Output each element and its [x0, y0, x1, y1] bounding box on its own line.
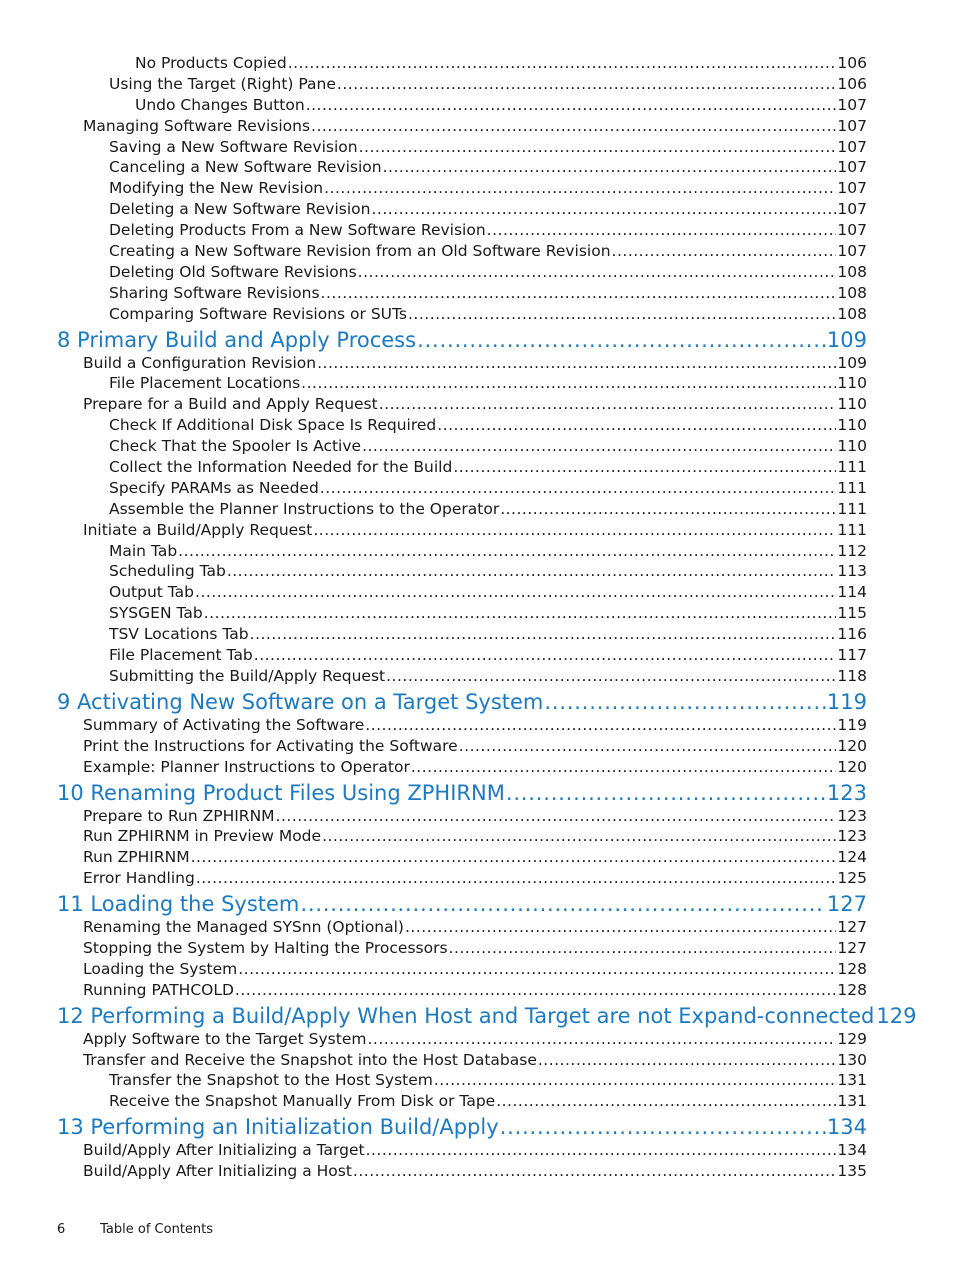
dot-leader: [386, 667, 836, 685]
toc-chapter-entry[interactable]: [0, 781, 954, 807]
toc-entry-page: 119: [837, 715, 867, 734]
toc-entry-title: Initiate a Build/Apply Request: [83, 520, 313, 539]
toc-entry-title: Print the Instructions for Activating the Software: [83, 736, 458, 755]
toc-entry[interactable]: [0, 437, 954, 458]
dot-leader: [311, 117, 836, 135]
dot-leader: [358, 263, 837, 281]
dot-leader: [371, 200, 836, 218]
toc-entry[interactable]: [0, 305, 954, 326]
toc-entry-title: 13 Performing an Initialization Build/Apply: [57, 1115, 499, 1140]
toc-entry[interactable]: [0, 354, 954, 375]
toc-entry-title: Apply Software to the Target System: [83, 1029, 367, 1048]
dot-leader: [353, 1162, 836, 1180]
toc-entry-page: 107: [837, 221, 867, 240]
toc-entry[interactable]: [0, 374, 954, 395]
toc-chapter-entry[interactable]: [0, 1115, 954, 1141]
toc-entry-page: 110: [837, 416, 867, 435]
dot-leader: [379, 395, 837, 413]
toc-entry-page: 117: [837, 646, 867, 665]
toc-entry-title: Deleting a New Software Revision: [109, 200, 371, 219]
toc-entry-title: Specify PARAMs as Needed: [109, 478, 319, 497]
toc-entry-page: 129: [876, 1003, 917, 1028]
dot-leader: [437, 416, 836, 434]
toc-entry[interactable]: [0, 981, 954, 1002]
toc-entry-page: 108: [837, 304, 867, 323]
dot-leader: [359, 138, 837, 156]
toc-entry-title: Example: Planner Instructions to Operator: [83, 757, 410, 776]
toc-entry-page: 127: [826, 892, 867, 917]
toc-entry[interactable]: [0, 939, 954, 960]
dot-leader: [453, 458, 836, 476]
toc-entry[interactable]: [0, 284, 954, 305]
toc-entry-page: 109: [837, 353, 867, 372]
toc-entry-page: 114: [837, 583, 867, 602]
toc-entry[interactable]: [0, 758, 954, 779]
toc-entry[interactable]: [0, 562, 954, 583]
toc-entry-title: Loading the System: [83, 959, 238, 978]
toc-entry-page: 134: [837, 1141, 867, 1160]
dot-leader: [449, 939, 837, 957]
dot-leader: [544, 690, 826, 714]
toc-entry[interactable]: [0, 1030, 954, 1051]
table-of-contents: [0, 54, 954, 1183]
toc-entry-title: 11 Loading the System: [57, 892, 300, 917]
toc-entry[interactable]: [0, 604, 954, 625]
toc-entry-page: 107: [837, 179, 867, 198]
dot-leader: [238, 960, 836, 978]
dot-leader: [612, 242, 837, 260]
dot-leader: [487, 221, 837, 239]
toc-entry-title: Submitting the Build/Apply Request: [109, 666, 386, 685]
toc-entry-title: File Placement Tab: [109, 646, 253, 665]
toc-entry-page: 127: [837, 918, 867, 937]
toc-entry-title: Error Handling: [83, 869, 195, 888]
dot-leader: [320, 479, 837, 497]
toc-entry[interactable]: [0, 158, 954, 179]
toc-entry[interactable]: [0, 827, 954, 848]
toc-entry-title: Check If Additional Disk Space Is Required: [109, 416, 437, 435]
toc-entry-page: 107: [837, 242, 867, 261]
toc-entry-title: Main Tab: [109, 541, 178, 560]
toc-entry-page: 128: [837, 959, 867, 978]
toc-entry-title: Transfer the Snapshot to the Host System: [109, 1071, 433, 1090]
toc-entry-page: 106: [837, 54, 867, 72]
toc-entry[interactable]: [0, 583, 954, 604]
dot-leader: [417, 328, 826, 352]
toc-entry-title: Check That the Spooler Is Active: [109, 437, 362, 456]
toc-entry-page: 107: [837, 158, 867, 177]
footer-page-number: 6: [57, 1222, 66, 1237]
toc-entry[interactable]: [0, 848, 954, 869]
toc-entry[interactable]: [0, 542, 954, 563]
dot-leader: [496, 1092, 836, 1110]
toc-entry[interactable]: [0, 458, 954, 479]
toc-entry-page: 112: [837, 541, 867, 560]
toc-entry[interactable]: [0, 918, 954, 939]
toc-entry-title: Stopping the System by Halting the Processors: [83, 938, 448, 957]
toc-entry[interactable]: [0, 1162, 954, 1183]
toc-entry-page: 127: [837, 938, 867, 957]
dot-leader: [324, 179, 836, 197]
toc-entry[interactable]: [0, 960, 954, 981]
dot-leader: [405, 918, 836, 936]
toc-entry-title: Managing Software Revisions: [83, 116, 311, 135]
dot-leader: [506, 781, 826, 805]
toc-entry-title: Run ZPHIRNM: [83, 848, 190, 867]
toc-entry-title: Transfer and Receive the Snapshot into the Host Database: [83, 1050, 537, 1069]
dot-leader: [288, 54, 837, 72]
toc-entry[interactable]: [0, 1141, 954, 1162]
toc-entry-page: 111: [837, 520, 867, 539]
toc-chapter-entry[interactable]: [0, 1004, 954, 1030]
toc-entry-page: 109: [826, 327, 867, 352]
toc-entry-title: Canceling a New Software Revision: [109, 158, 382, 177]
toc-entry-page: 120: [837, 757, 867, 776]
toc-entry[interactable]: [0, 138, 954, 159]
toc-entry-title: SYSGEN Tab: [109, 604, 203, 623]
toc-entry-page: 110: [837, 374, 867, 393]
toc-entry[interactable]: [0, 869, 954, 890]
toc-entry-page: 120: [837, 736, 867, 755]
toc-entry-title: Deleting Old Software Revisions: [109, 262, 357, 281]
dot-leader: [411, 758, 837, 776]
toc-entry[interactable]: [0, 807, 954, 828]
toc-entry-page: 108: [837, 283, 867, 302]
toc-entry-title: Using the Target (Right) Pane: [109, 74, 336, 93]
toc-entry-title: Comparing Software Revisions or SUTs: [109, 304, 407, 323]
toc-entry-title: Scheduling Tab: [109, 562, 226, 581]
page-footer: [57, 1222, 213, 1237]
toc-chapter-entry[interactable]: [0, 328, 954, 354]
toc-entry[interactable]: [0, 117, 954, 138]
toc-entry-page: 106: [837, 74, 867, 93]
toc-entry[interactable]: [0, 1092, 954, 1113]
dot-leader: [366, 1141, 837, 1159]
toc-entry-page: 130: [837, 1050, 867, 1069]
dot-leader: [383, 158, 837, 176]
toc-entry-page: 123: [826, 780, 867, 805]
toc-entry-title: Build/Apply After Initializing a Target: [83, 1141, 365, 1160]
toc-entry-page: 107: [837, 200, 867, 219]
toc-entry[interactable]: [0, 667, 954, 688]
toc-entry-page: 129: [837, 1029, 867, 1048]
dot-leader: [362, 437, 836, 455]
toc-entry-title: No Products Copied: [135, 54, 287, 72]
toc-entry-page: 134: [826, 1115, 867, 1140]
dot-leader: [178, 542, 836, 560]
toc-entry-title: Prepare to Run ZPHIRNM: [83, 806, 275, 825]
toc-entry-title: Running PATHCOLD: [83, 980, 234, 999]
toc-entry[interactable]: [0, 646, 954, 667]
toc-entry[interactable]: [0, 263, 954, 284]
toc-entry-page: 131: [837, 1071, 867, 1090]
dot-leader: [337, 75, 836, 93]
toc-entry-page: 119: [826, 689, 867, 714]
toc-entry-title: File Placement Locations: [109, 374, 301, 393]
toc-entry-title: Run ZPHIRNM in Preview Mode: [83, 827, 322, 846]
toc-entry-title: Summary of Activating the Software: [83, 715, 365, 734]
dot-leader: [408, 305, 836, 323]
toc-chapter-entry[interactable]: [0, 892, 954, 918]
toc-entry[interactable]: [0, 242, 954, 263]
dot-leader: [317, 354, 836, 372]
dot-leader: [322, 827, 836, 845]
toc-entry-title: Receive the Snapshot Manually From Disk or Tape: [109, 1092, 496, 1111]
toc-entry-page: 118: [837, 666, 867, 685]
toc-entry-title: Saving a New Software Revision: [109, 137, 358, 156]
toc-entry-title: 12 Performing a Build/Apply When Host and Target are not Expand-connected: [57, 1003, 875, 1028]
toc-entry-page: 115: [837, 604, 867, 623]
toc-entry-title: 9 Activating New Software on a Target System: [57, 689, 544, 714]
toc-entry-page: 113: [837, 562, 867, 581]
toc-entry-page: 108: [837, 262, 867, 281]
toc-entry[interactable]: [0, 1051, 954, 1072]
dot-leader: [250, 625, 837, 643]
dot-leader: [300, 892, 826, 916]
toc-entry[interactable]: [0, 395, 954, 416]
dot-leader: [434, 1071, 837, 1089]
dot-leader: [235, 981, 836, 999]
toc-entry-title: Creating a New Software Revision from an Old Software Revision: [109, 242, 611, 261]
dot-leader: [301, 374, 836, 392]
toc-entry-page: 107: [837, 95, 867, 114]
toc-entry-title: Collect the Information Needed for the Build: [109, 458, 453, 477]
toc-entry[interactable]: [0, 500, 954, 521]
toc-entry-page: 123: [837, 827, 867, 846]
toc-entry[interactable]: [0, 479, 954, 500]
toc-entry-title: Output Tab: [109, 583, 195, 602]
dot-leader: [306, 96, 837, 114]
toc-entry[interactable]: [0, 521, 954, 542]
dot-leader: [367, 1030, 836, 1048]
dot-leader: [254, 646, 837, 664]
toc-entry-page: 110: [837, 395, 867, 414]
footer-label: Table of Contents: [100, 1222, 214, 1237]
toc-entry-title: Undo Changes Button: [135, 95, 305, 114]
toc-entry[interactable]: [0, 737, 954, 758]
dot-leader: [204, 604, 837, 622]
toc-entry[interactable]: [0, 416, 954, 437]
toc-entry[interactable]: [0, 221, 954, 242]
toc-entry[interactable]: [0, 200, 954, 221]
toc-entry[interactable]: [0, 179, 954, 200]
dot-leader: [538, 1051, 837, 1069]
toc-entry-page: 135: [837, 1162, 867, 1181]
toc-chapter-entry[interactable]: [0, 690, 954, 716]
toc-entry[interactable]: [0, 75, 954, 96]
dot-leader: [191, 848, 837, 866]
toc-entry-page: 124: [837, 848, 867, 867]
dot-leader: [276, 807, 837, 825]
toc-entry-title: Deleting Products From a New Software Revision: [109, 221, 486, 240]
dot-leader: [227, 562, 837, 580]
dot-leader: [196, 869, 837, 887]
toc-entry-page: 128: [837, 980, 867, 999]
toc-entry-page: 111: [837, 458, 867, 477]
toc-entry-title: TSV Locations Tab: [109, 625, 249, 644]
dot-leader: [500, 1115, 826, 1139]
toc-entry-page: 116: [837, 625, 867, 644]
toc-entry-title: Build a Configuration Revision: [83, 353, 317, 372]
toc-entry-title: Prepare for a Build and Apply Request: [83, 395, 378, 414]
toc-entry-title: 10 Renaming Product Files Using ZPHIRNM: [57, 780, 505, 805]
toc-entry[interactable]: [0, 1071, 954, 1092]
toc-entry-page: 110: [837, 437, 867, 456]
toc-entry-title: Renaming the Managed SYSnn (Optional): [83, 918, 404, 937]
toc-entry-page: 111: [837, 478, 867, 497]
dot-leader: [459, 737, 837, 755]
toc-entry-title: Build/Apply After Initializing a Host: [83, 1162, 352, 1181]
toc-entry-title: 8 Primary Build and Apply Process: [57, 327, 417, 352]
toc-entry-title: Sharing Software Revisions: [109, 283, 320, 302]
toc-entry-page: 107: [837, 137, 867, 156]
toc-entry-page: 107: [837, 116, 867, 135]
toc-entry[interactable]: [0, 625, 954, 646]
toc-entry[interactable]: [0, 716, 954, 737]
toc-entry-page: 123: [837, 806, 867, 825]
toc-entry-page: 131: [837, 1092, 867, 1111]
toc-entry-page: 125: [837, 869, 867, 888]
toc-entry-title: Modifying the New Revision: [109, 179, 324, 198]
dot-leader: [195, 583, 836, 601]
toc-entry[interactable]: [0, 96, 954, 117]
toc-entry-page: 111: [837, 499, 867, 518]
dot-leader: [313, 521, 836, 539]
toc-entry-title: Assemble the Planner Instructions to the Operator: [109, 499, 500, 518]
dot-leader: [500, 500, 836, 518]
dot-leader: [365, 716, 836, 734]
dot-leader: [321, 284, 837, 302]
toc-entry[interactable]: [0, 54, 954, 75]
